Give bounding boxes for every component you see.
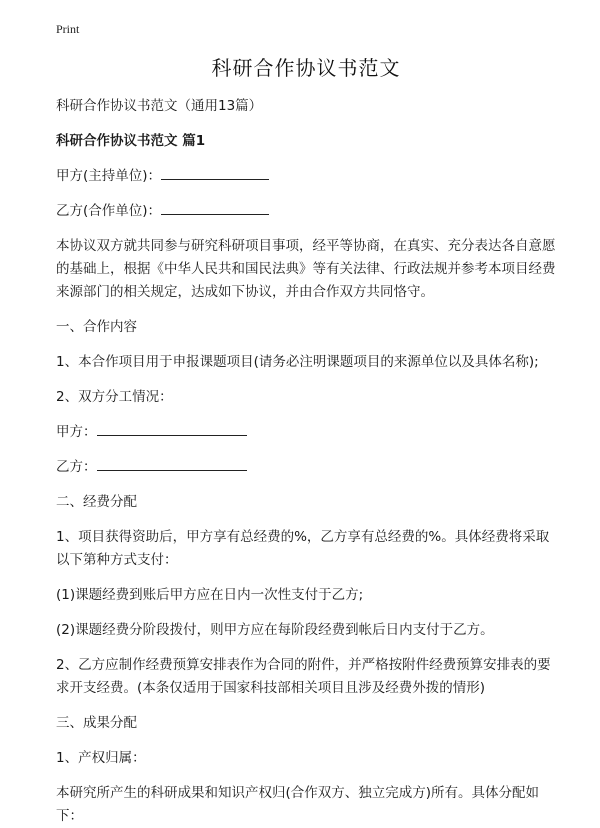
heading-funding: 二、经费分配 [56, 494, 137, 510]
funding-clause-1: 1、项目获得资助后，甲方享有总经费的%，乙方享有总经费的%。具体经费将采取以下第种方式支付： [56, 529, 550, 568]
party-a-blank [161, 165, 269, 180]
print-link[interactable]: Print [56, 22, 80, 36]
heading-results: 三、成果分配 [56, 715, 137, 731]
clause-2-party-a [56, 421, 556, 444]
party-b-blank [161, 200, 269, 215]
party-b-line [56, 200, 556, 223]
party-a-line [56, 165, 556, 188]
results-clause-1: 1、产权归属： [56, 750, 146, 766]
document-body [56, 48, 556, 828]
intro-paragraph: 本协议双方就共同参与研究科研项目事项，经平等协商，在真实、充分表达各自意愿的基础上，根据《中华人民共和国民法典》等有关法律、行政法规并参考本项目经费来源部门的相关规定，达成如下协议，并由合作双方共同恪守。 [56, 238, 556, 300]
heading-cooperation-content: 一、合作内容 [56, 319, 137, 335]
party-b-label: 乙方(合作单位)： [56, 203, 162, 219]
results-clause-1-text: 本研究所产生的科研成果和知识产权归(合作双方、独立完成方)所有。具体分配如下： [56, 785, 540, 824]
funding-clause-1-option-2: (2)课题经费分阶段拨付，则甲方应在每阶段经费到帐后日内支付于乙方。 [56, 622, 494, 638]
clause-2-party-b [56, 456, 556, 479]
clause-2-party-b-blank [97, 456, 247, 471]
document-title: 科研合作协议书范文 [211, 56, 401, 80]
document-subtitle: 科研合作协议书范文（通用13篇） [56, 98, 263, 114]
funding-clause-2: 2、乙方应制作经费预算安排表作为合同的附件，并严格按附件经费预算安排表的要求开支经费。(本条仅适用于国家科技部相关项目且涉及经费外拨的情形) [56, 657, 551, 696]
clause-2: 2、双方分工情况： [56, 389, 173, 405]
section-title: 科研合作协议书范文 篇1 [56, 133, 206, 149]
clause-2-party-a-label: 甲方： [56, 424, 97, 440]
party-a-label: 甲方(主持单位)： [56, 168, 162, 184]
clause-2-party-a-blank [97, 421, 247, 436]
clause-1: 1、本合作项目用于申报课题项目(请务必注明课题项目的来源单位以及具体名称); [56, 354, 539, 370]
funding-clause-1-option-1: (1)课题经费到账后甲方应在日内一次性支付于乙方; [56, 587, 364, 603]
clause-2-party-b-label: 乙方： [56, 459, 97, 475]
